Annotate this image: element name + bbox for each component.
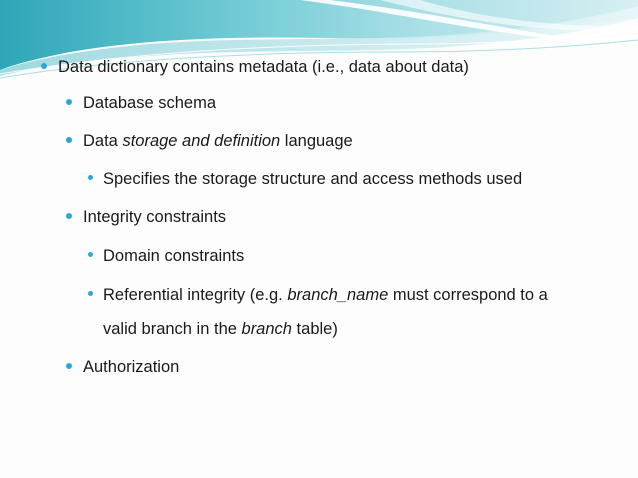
bullet-storage-definition-language <box>83 132 353 151</box>
bullet-database-schema <box>83 94 216 113</box>
bullet-icon <box>66 99 72 105</box>
bullet-authorization <box>83 358 179 377</box>
emphasis-text: storage and definition <box>122 132 281 150</box>
bullet-integrity-constraints <box>83 208 226 227</box>
bullet-icon <box>41 63 47 69</box>
bullet-referential-integrity-continued <box>103 320 338 339</box>
bullet-storage-structure <box>103 170 522 189</box>
bullet-referential-integrity <box>103 286 548 305</box>
bullet-icon <box>66 137 72 143</box>
bullet-text: Database schema <box>83 94 216 112</box>
bullet-text: Data storage and definition language <box>83 132 353 150</box>
bullet-domain-constraints <box>103 247 244 266</box>
bullet-icon <box>88 175 93 180</box>
bullet-text: valid branch in the branch table) <box>103 320 338 338</box>
emphasis-text: branch <box>241 320 292 338</box>
emphasis-text: branch_name <box>287 286 389 304</box>
bullet-text: Authorization <box>83 358 180 376</box>
bullet-data-dictionary <box>58 58 469 77</box>
bullet-icon <box>66 363 72 369</box>
bullet-icon <box>66 213 72 219</box>
bullet-icon <box>88 252 93 257</box>
bullet-text: Integrity constraints <box>83 208 227 226</box>
bullet-text: Data dictionary contains metadata (i.e., data about data) <box>58 58 469 76</box>
bullet-text: Domain constraints <box>103 247 245 265</box>
bullet-icon <box>88 291 93 296</box>
bullet-text: Specifies the storage structure and access methods used <box>103 170 523 188</box>
bullet-text: Referential integrity (e.g. branch_name must correspond to a <box>103 286 548 304</box>
